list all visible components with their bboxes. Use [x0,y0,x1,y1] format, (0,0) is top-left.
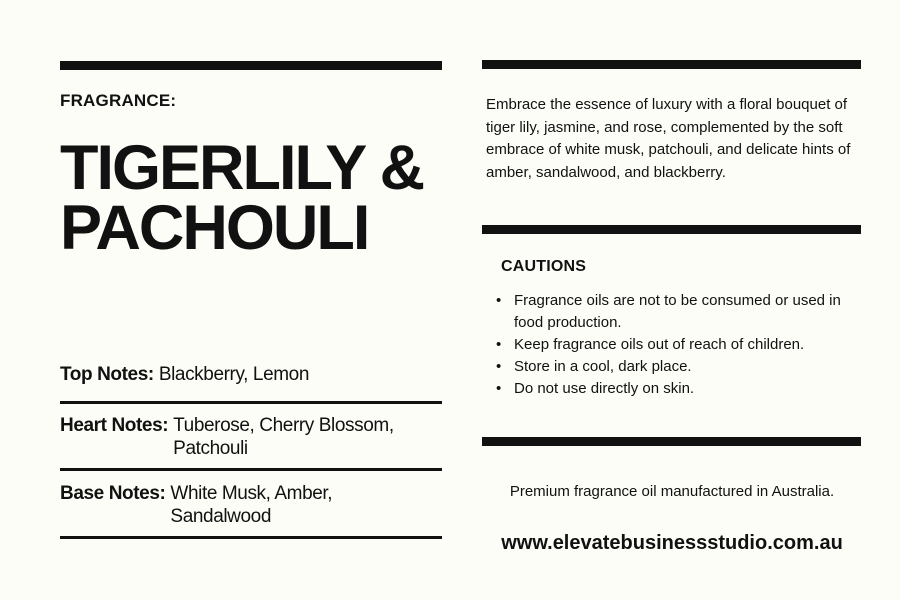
title-line-1: TIGERLILY & [60,133,424,203]
left-top-bar [60,61,442,70]
heart-notes [60,414,440,460]
base-notes-value: White Musk, Amber, Sandalwood [170,483,333,527]
caution-item [496,334,866,356]
heart-notes-label: Heart Notes: [60,415,169,436]
top-notes-value: Blackberry, Lemon [158,364,310,385]
bullet-icon: • [496,292,502,309]
bullet-icon: • [496,358,502,375]
website-link[interactable]: www.elevatebusinessstudio.com.au [501,532,843,554]
heart-notes-value: Tuberose, Cherry Blossom, Patchouli [173,415,394,459]
caution-item [496,356,866,378]
base-notes-label: Base Notes: [60,483,166,504]
caution-item [496,290,866,334]
cautions-heading: CAUTIONS [501,258,587,275]
fragrance-label: FRAGRANCE: [60,91,177,110]
caution-text: Store in a cool, dark place. [514,358,692,375]
caution-item [496,378,866,400]
notes-divider-1 [60,401,442,404]
cautions-top-bar [482,225,861,234]
notes-divider-3 [60,536,442,539]
right-top-bar [482,60,861,69]
base-notes [60,482,440,528]
top-notes [60,363,440,386]
title-line-2: PACHOULI [60,193,369,263]
origin-statement: Premium fragrance oil manufactured in Australia. [509,483,835,500]
fragrance-description: Embrace the essence of luxury with a floral bouquet of tiger lily, jasmine, and rose, complemented by the soft embrace of white musk, patchouli, and delicate hints of amber, sandalwood, and blackberry. [486,96,851,181]
top-notes-label: Top Notes: [60,364,154,385]
caution-text: Keep fragrance oils out of reach of children. [514,336,805,353]
bullet-icon: • [496,336,502,353]
footer-top-bar [482,437,861,446]
cautions-list [496,290,866,400]
caution-text: Fragrance oils are not to be consumed or used in food production. [514,292,841,331]
bullet-icon: • [496,380,502,397]
notes-divider-2 [60,468,442,471]
caution-text: Do not use directly on skin. [514,380,695,397]
fragrance-title [60,133,450,263]
